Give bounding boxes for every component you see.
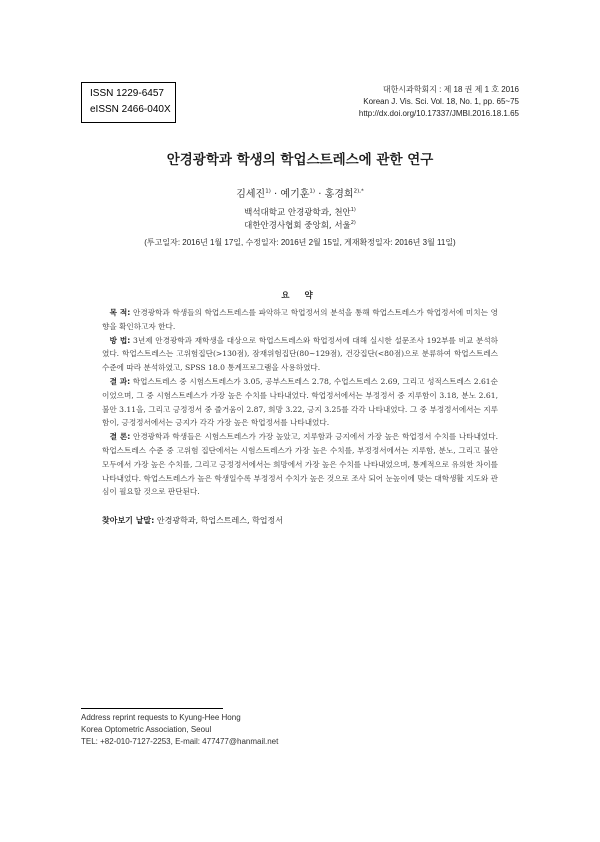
abstract-paragraph-methods bbox=[102, 334, 498, 375]
journal-doi[interactable]: http://dx.doi.org/10.17337/JMBI.2016.18.1.65 bbox=[358, 109, 519, 118]
submission-dates: (투고일자: 2016년 1월 17일, 수정일자: 2016년 2월 15일, 게재확정일자: 2016년 3월 11일) bbox=[144, 238, 456, 247]
abstract-label: 결 론: bbox=[109, 432, 131, 442]
abstract-label: 방 법: bbox=[109, 335, 131, 345]
author-name: 예기훈 bbox=[280, 189, 310, 200]
footnote-contact: TEL: +82-010-7127-2253, E-mail: 477477@hanmail.net bbox=[81, 737, 279, 746]
affiliation-text: 백석대학교 안경광학과, 천안 bbox=[244, 208, 351, 218]
footnote-divider bbox=[81, 708, 223, 709]
keywords-text: 안경광학과, 학업스트레스, 학업정서 bbox=[154, 516, 283, 525]
abstract-label: 결 과: bbox=[109, 376, 131, 386]
journal-info bbox=[359, 84, 519, 120]
author-affiliation-mark: 2),* bbox=[353, 188, 364, 195]
abstract-text: 학업스트레스 중 시험스트레스가 3.05, 공부스트레스 2.78, 수업스트레스 2.69, 그리고 성적스트레스 2.61순 이었으며, 그 중 시험스트레스가 가장 높은 수치를 나타내었다. 학업정서에서는 부정정서 중 지루함이 3.18, 분노 2.61, 불안 3.11을, 그리고 긍정정서 중 즐거움이 2.87, 희망 3.22, 긍지 3.25를 각각 나타내었다. 그 중 부정정서에서는 지루함이, 긍정정서에서는 긍지가 각각 가장 높은 학업정서를 나타내었다. bbox=[102, 376, 498, 428]
abstract-label: 목 적: bbox=[109, 308, 131, 317]
affiliation-text: 대한안경사협회 중앙회, 서울 bbox=[244, 221, 351, 231]
journal-volume-korean: 대한시과학회지 : 제 18 권 제 1 호 2016 bbox=[382, 85, 519, 94]
abstract-text: 3년제 안경광학과 재학생을 대상으로 학업스트레스와 학업정서에 대해 실시한 설문조사 192부를 비교 분석하였다. 학업스트레스는 고위험집단(>130점), 잠재위험집단(80~129점), 건강집단(<80점)으로 분류하여 학업스트레스 수준에 따라 분석하였고, SPSS 18.0 통계프로그램을 사용하였다. bbox=[102, 335, 498, 373]
correspondence-footnote bbox=[81, 712, 278, 748]
abstract-text: 안경광학과 학생들의 학업스트레스를 파악하고 학업정서의 분석을 통해 학업스트레스가 학업정서에 미치는 영향을 확인하고자 한다. bbox=[102, 308, 499, 331]
author-separator: · bbox=[270, 189, 281, 200]
author-affiliation-mark: 1) bbox=[309, 188, 316, 195]
affiliation-mark: 1) bbox=[350, 207, 356, 214]
abstract-paragraph-results bbox=[102, 375, 498, 430]
author-name: 김세진 bbox=[236, 189, 266, 200]
author-affiliation-mark: 1) bbox=[265, 188, 271, 195]
keywords-label: 찾아보기 낱말: bbox=[102, 516, 155, 525]
abstract-body bbox=[102, 306, 498, 499]
keywords bbox=[102, 515, 283, 526]
issn-print: ISSN 1229-6457 bbox=[90, 88, 164, 99]
affiliation-line bbox=[0, 206, 600, 218]
affiliation-line bbox=[0, 219, 600, 231]
issn-box bbox=[81, 82, 176, 123]
author-name: 홍경희 bbox=[324, 189, 354, 200]
author-separator: · bbox=[315, 189, 325, 200]
affiliation-mark: 2) bbox=[350, 220, 356, 227]
footnote-reprint-request: Address reprint requests to Kyung-Hee Hong bbox=[81, 713, 241, 722]
abstract-paragraph-purpose bbox=[102, 306, 498, 334]
issn-electronic: eISSN 2466-040X bbox=[90, 104, 171, 115]
author-list bbox=[0, 185, 600, 200]
abstract-paragraph-conclusion bbox=[102, 430, 498, 499]
paper-title: 안경광학과 학생의 학업스트레스에 관한 연구 bbox=[166, 152, 434, 168]
journal-volume-english: Korean J. Vis. Sci. Vol. 18, No. 1, pp. 65~75 bbox=[363, 97, 519, 106]
abstract-heading: 요 약 bbox=[281, 291, 319, 301]
footnote-organization: Korea Optometric Association, Seoul bbox=[81, 725, 212, 734]
abstract-text: 안경광학과 학생들은 시험스트레스가 가장 높았고, 지루함과 긍지에서 가장 높은 학업정서 수치를 나타내었다. 학업스트레스 수준 중 고위험 집단에서는 시험스트레스가 가장 높은 수치를, 부정정서에서는 지루함, 분노, 그리고 불안 모두에서 가장 높은 수치를, 그리고 긍정정서에서는 희망에서 가장 높은 수치를 나타내었으며, 통계적으로 유의한 차이를 나타내었다. 학업스트레스가 높은 학생일수록 부정정서 수치가 높은 것으로 조사 되어 눈높이에 맞는 대학생활 지도와 관심이 필요할 것으로 판단된다. bbox=[102, 432, 498, 497]
